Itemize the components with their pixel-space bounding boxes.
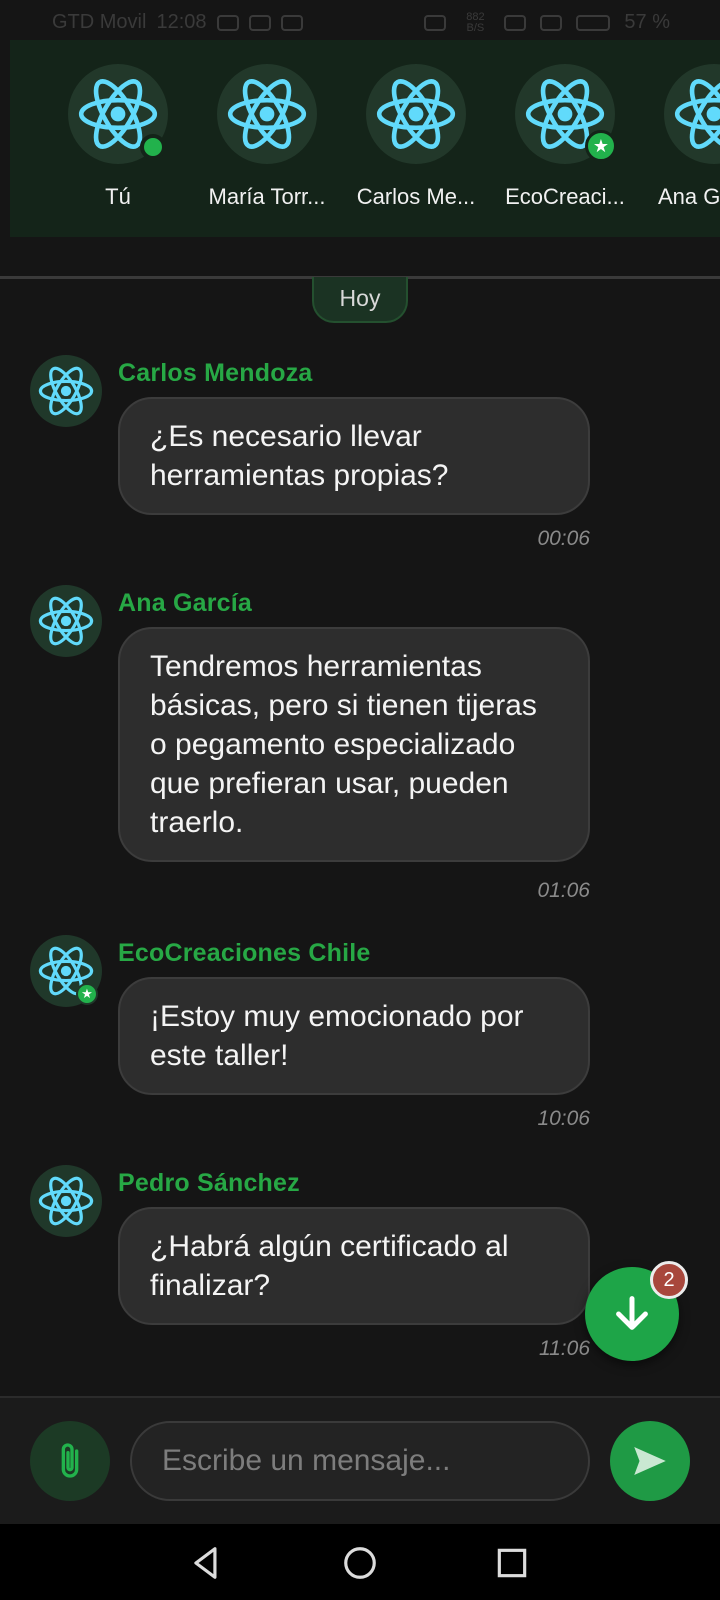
signal-icon <box>540 15 562 31</box>
home-circle-icon <box>341 1544 379 1582</box>
paperclip-icon <box>50 1439 90 1483</box>
react-logo-icon <box>34 359 98 423</box>
mute-icon <box>424 15 446 31</box>
attach-button[interactable] <box>30 1421 110 1501</box>
youtube-icon <box>281 15 303 31</box>
battery-level: 57 % <box>624 11 670 33</box>
participant-story[interactable] <box>649 64 720 210</box>
star-icon: ★ <box>76 983 98 1005</box>
unread-badge: 2 <box>650 1261 688 1299</box>
avatar[interactable] <box>30 1165 102 1237</box>
online-status-icon <box>140 134 166 160</box>
message-bubble[interactable]: ¿Habrá algún certificado al finalizar? <box>118 1207 590 1325</box>
back-triangle-icon <box>188 1544 226 1582</box>
participant-name: María Torr... <box>208 184 326 209</box>
react-logo-icon <box>34 589 98 653</box>
message-bubble[interactable]: ¿Es necesario llevar herramientas propias? <box>118 397 590 515</box>
date-separator: Hoy <box>312 277 408 323</box>
react-logo-icon <box>668 68 720 160</box>
avatar <box>664 64 720 164</box>
send-icon <box>629 1440 671 1482</box>
wifi-icon <box>504 15 526 31</box>
message-input[interactable] <box>130 1421 590 1501</box>
message-composer <box>0 1396 720 1524</box>
participants-strip[interactable] <box>10 40 720 237</box>
participant-story[interactable] <box>500 64 630 210</box>
battery-icon <box>576 15 610 31</box>
eye-icon <box>217 15 239 31</box>
avatar[interactable] <box>30 935 102 1007</box>
react-logo-icon <box>34 1169 98 1233</box>
participant-name: Carlos Me... <box>356 184 476 209</box>
participant-name: Ana G <box>658 184 720 209</box>
sender-name: Carlos Mendoza <box>118 359 313 387</box>
recents-button[interactable] <box>487 1538 537 1588</box>
settings-icon <box>249 15 271 31</box>
recents-square-icon <box>493 1544 531 1582</box>
react-logo-icon <box>221 68 313 160</box>
avatar <box>217 64 317 164</box>
message-time: 01:06 <box>537 879 590 902</box>
arrow-down-icon <box>609 1291 655 1337</box>
message-time: 11:06 <box>539 1337 590 1360</box>
home-button[interactable] <box>335 1538 385 1588</box>
sender-name: Ana García <box>118 589 253 617</box>
avatar <box>515 64 615 164</box>
avatar <box>366 64 466 164</box>
message-time: 10:06 <box>537 1107 590 1130</box>
react-logo-icon <box>370 68 462 160</box>
participant-story[interactable] <box>202 64 332 210</box>
back-button[interactable] <box>182 1538 232 1588</box>
avatar[interactable] <box>30 585 102 657</box>
status-bar <box>0 0 720 40</box>
clock: 12:08 <box>156 11 207 33</box>
system-navigation-bar <box>0 1524 720 1600</box>
sender-name: Pedro Sánchez <box>118 1169 300 1197</box>
participant-name: Tú <box>105 184 131 209</box>
avatar[interactable] <box>30 355 102 427</box>
sender-name: EcoCreaciones Chile <box>118 939 371 967</box>
send-button[interactable] <box>610 1421 690 1501</box>
participant-story[interactable] <box>351 64 481 210</box>
message-bubble[interactable]: Tendremos herramientas básicas, pero si tienen tijeras o pegamento especializado que prefieran usar, pueden traerlo. <box>118 627 590 862</box>
network-speed: 882 B/S <box>466 10 485 34</box>
star-icon: ★ <box>585 130 617 162</box>
avatar <box>68 64 168 164</box>
message-time: 00:06 <box>537 527 590 550</box>
participant-name: EcoCreaci... <box>505 184 625 209</box>
message-bubble[interactable]: ¡Estoy muy emocionado por este taller! <box>118 977 590 1095</box>
participant-story[interactable] <box>53 64 183 210</box>
carrier-label: GTD Movil <box>52 11 147 33</box>
